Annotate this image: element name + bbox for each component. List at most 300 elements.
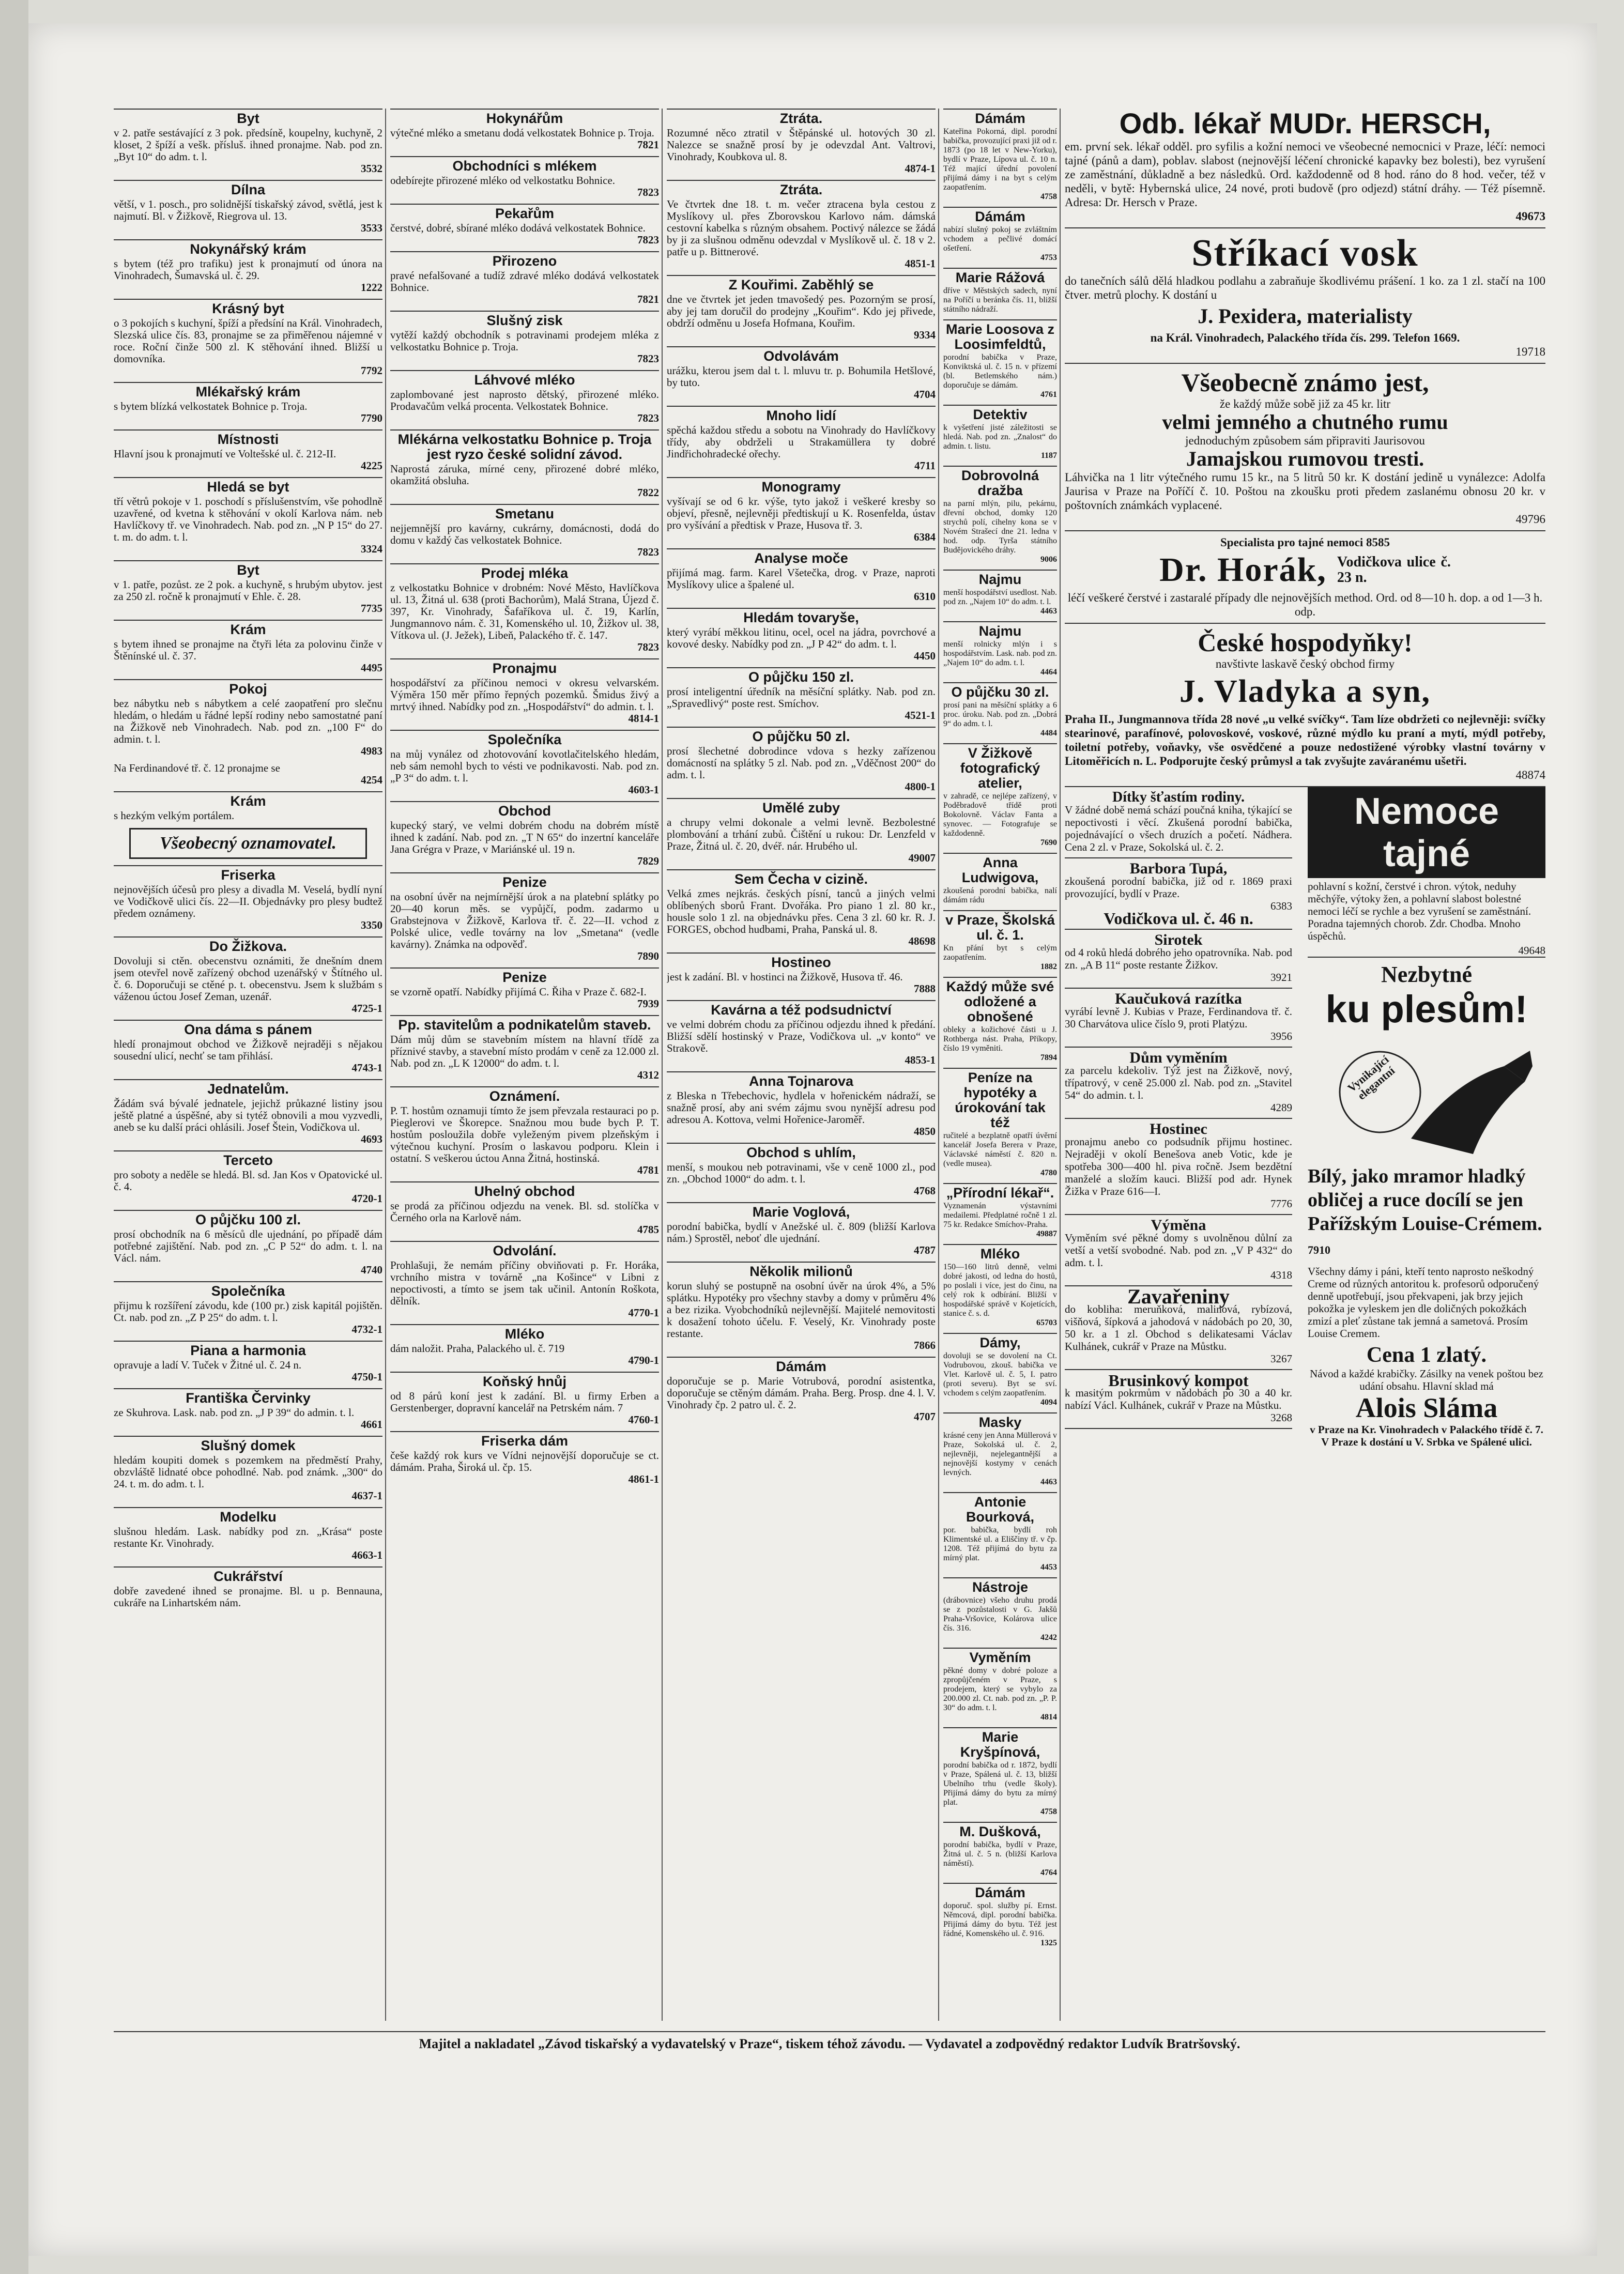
ad-body: Dám můj dům se stavebním místem na hlavní třídě za příznivé stavby, a stavební místo prodám v ceně za 12.000 zl. Nab. pod zn. „L K 12000“ do adm. t. l. [390, 1033, 659, 1069]
ad-title: Detektiv [943, 405, 1057, 422]
ad-body: vytěží každý obchodník s potravinami prodejem mléka z velkostatku Bohnice p. Troja. [390, 329, 659, 353]
ad-title: Prodej mléka [390, 563, 659, 581]
classified-ad [943, 1492, 1057, 1572]
ad-body: k masitým pokrmům v nádobách po 30 a 40 kr. nabízí Václ. Kulhánek, cukrář v Praze na Můstku. [1065, 1387, 1292, 1411]
ad-body: od 4 roků hledá dobrého jeho opatrovníka. Nab. pod zn. „A B 11“ poste restante Žižkov. [1065, 946, 1292, 971]
ad-number: 7776 [1270, 1197, 1292, 1210]
classified-ad [390, 1241, 659, 1319]
ad-body: porodní babička od r. 1872, bydlí v Praze, Spálená ul. č. 13, bližší Ubelního trhu (vedle školy). Přijímá dámy do bytu za mírný plat. [943, 1761, 1057, 1807]
ad-title: Hledá se byt [114, 477, 382, 495]
ad-title: V Žižkově fotografický atelier, [943, 743, 1057, 791]
ad-number: 48698 [908, 935, 936, 947]
ad-title: Dámy, [943, 1333, 1057, 1350]
ad-number: 7822 [637, 486, 659, 499]
ad-number: 4814-1 [628, 712, 659, 725]
classified-ad [667, 727, 936, 793]
ad-number: 4637-1 [351, 1489, 382, 1502]
ad-title: Zavařeniny [1127, 1285, 1230, 1308]
classified-ad [114, 791, 382, 822]
ad-number: 4790-1 [628, 1354, 659, 1366]
ad-body: Ve čtvrtek dne 18. t. m. večer ztracena byla cestou z Myslíkovy ul. přes Zborovskou Karlovo nám. dámská cestovní kabelka s různým obsahem. Poctivý nálezce se žádá by ji za slušnou odměnu odevzdal v Myslíkově ul. č. 18 v 2. patře u p. Bittnerové. [667, 198, 936, 258]
ad-number: 4450 [914, 650, 936, 662]
ad-number: 4094 [1040, 1398, 1057, 1407]
classified-ad [390, 1015, 659, 1081]
classified-ad [114, 1210, 382, 1276]
ad-body: že každý může sobě již za 45 kr. litr [1219, 397, 1391, 410]
ad-number: 1222 [361, 281, 382, 294]
ad-number: 4787 [914, 1244, 936, 1256]
ad-title: Terceto [114, 1150, 382, 1168]
classified-ad [943, 743, 1057, 848]
classified-ad [667, 548, 936, 603]
ad-title: Cena 1 zlatý. [1366, 1343, 1487, 1367]
ad-title: Krám [114, 791, 382, 809]
ad-number: 9334 [914, 329, 936, 341]
classified-column-1 [114, 109, 382, 2016]
classified-ad [114, 1507, 382, 1561]
ad-number: 7821 [637, 293, 659, 305]
classified-ad [390, 370, 659, 424]
ad-title: Najmu [943, 621, 1057, 639]
ad-body: léčí veškeré čerstvé i zastaralé případy dle nejnovějších method. Ord. od 8—10 h. dop. a od 1—3 h. odp. [1067, 591, 1543, 618]
ad-number: 4312 [637, 1069, 659, 1081]
ad-title: Dítky šťastím rodiny. [1112, 789, 1245, 805]
ad-body: vyrábí levně J. Kubias v Praze, Ferdinandova tř. č. 30 Charvátova ulice číslo 9, proti Platýzu. [1065, 1005, 1292, 1030]
ad-number: 1187 [1040, 451, 1057, 460]
classified-ad [390, 504, 659, 558]
ad-number: 9006 [1040, 555, 1057, 564]
ad-number: 7735 [361, 602, 382, 614]
ad-title: O půjčku 50 zl. [667, 727, 936, 744]
classified-ad [114, 382, 382, 424]
bottom-ads-area [1065, 787, 1545, 1717]
ad-title: Krásný byt [114, 299, 382, 316]
ad-title: velmi jemného a chutného rumu [1162, 410, 1448, 434]
ad-number: 4851-1 [905, 257, 936, 270]
ad-title: Pekařům [390, 204, 659, 221]
classified-ad [114, 560, 382, 614]
classified-ad [667, 1262, 936, 1351]
ad-number: 48874 [1515, 769, 1545, 781]
ad-number: 7823 [637, 234, 659, 246]
ad-body: přijmu k rozšíření závodu, kde (100 pr.) zisk kapitál pojištěn. Ct. nab. pod zn. „Z P 25“ do adm. t. l. [114, 1299, 382, 1324]
ad-body: nejjemnější pro kavárny, cukrárny, domácnosti, dodá do domu v každý čas velkostatek Bohnice. [390, 522, 659, 546]
ad-body: Rozumné něco ztratil v Štěpánské ul. hotových 30 zl. Nalezce se snažně prosí by je odevzdal Ant. Valtrovi, Vinohrady, Koubkova ul. 8. [667, 127, 936, 163]
classified-ad [390, 429, 659, 499]
ad-title: Odvolávám [667, 346, 936, 364]
ad-number: 49007 [908, 852, 936, 864]
ad-title: Františka Červinky [114, 1388, 382, 1406]
ad-title: Barbora Tupá, [1129, 860, 1228, 877]
ad-body: porodní babička, bydlí v Praze, Žitná ul. č. 5 n. (bližší Karlova náměstí). [943, 1840, 1057, 1868]
ad-body: por. babička, bydlí roh Klimentské ul. a Eliščiny tř. v čp. 1208. Též přijímá do bytu za mírný plat. [943, 1526, 1057, 1562]
ad-body: Naprostá záruka, mírné ceny, přirozené dobré mléko, okamžitá obsluha. [390, 463, 659, 487]
ad-title: Byt [114, 109, 382, 126]
classified-ad [943, 1727, 1057, 1817]
classified-ad [943, 1648, 1057, 1722]
ad-body: Hlavní jsou k pronajmutí ve Voltešské ul. č. 212-II. [114, 448, 336, 460]
ad-number: 3267 [1270, 1353, 1292, 1365]
ad-title: Byt [114, 560, 382, 578]
ad-number: 4850 [914, 1125, 936, 1138]
ad-body: do kobliha: meruňková, malinová, rybízová, višňová, šípková a jahodová v nádobách po 20, 30, 50 kr. a 1 zl. Obchod s delikatesami Václav Kulhánek, cukrář v Praze na Můstku. [1065, 1303, 1292, 1353]
ad-title: Nástroje [943, 1577, 1057, 1595]
ad-number: 3533 [361, 222, 382, 234]
ad-body: jednoduchým způsobem sám připraviti Jaurisovou [1185, 434, 1425, 447]
ad-number: 4693 [361, 1133, 382, 1145]
ad-title: Pronajmu [390, 658, 659, 676]
ad-body: češe každý rok kurs ve Vídni nejnovější doporučuje se ct. dámám. Praha, Široká ul. čp. 15. [390, 1449, 659, 1473]
classified-ad [667, 608, 936, 662]
ad-body: dám naložit. Praha, Palackého ul. č. 719 [390, 1342, 565, 1355]
ad-title: Smetanu [390, 504, 659, 521]
ad-body: v Praze na Kr. Vinohradech v Palackého třídě č. 7. V Praze k dostání u V. Srbka ve Spálené ulici. [1310, 1423, 1543, 1448]
ad-body: V žádné době nemá schází poučná kniha, týkající se nepoctivosti i věcí. Zkušená porodní babička, pojednávající o všech druzích a početí. Nádhera. Cena 2 zl. v Praze, Sokolská ul. č. 2. [1065, 804, 1292, 853]
ad-title: Sem Čecha v cizině. [667, 869, 936, 887]
ad-number: 7866 [914, 1339, 936, 1351]
ad-wax [1065, 228, 1545, 364]
ad-title: Monogramy [667, 477, 936, 495]
ad-body: Vyznamenán výstavními medailemi. Předplatné ročně 1 zl. 75 kr. Redakce Smíchov-Praha. [943, 1202, 1057, 1229]
hand-illustration [1308, 1035, 1545, 1164]
ad-number: 7823 [637, 641, 659, 653]
ad-number: 49673 [1515, 210, 1545, 223]
ad-body: v 1. patře, pozůst. ze 2 pok. a kuchyně, s hrubým ubytov. jest za 250 zl. ročně k pronajmutí v Ehle. č. 28. [114, 578, 382, 603]
ad-body: Láhvička na 1 litr výtečného rumu 15 kr., na 5 litrů 50 kr. K dostání jedině u vynálezce: Adolfa Jaurisa v Praze na Poříčí č. 10. Poštou na zkoušku proti předem zaslanému obnosu 20 kr. v poštovních známkách vyplacené. [1065, 471, 1545, 512]
ad-number: 4800-1 [905, 780, 936, 793]
ad-number: 1882 [1040, 962, 1057, 971]
ad-body: menší, s moukou neb potravinami, vše v ceně 1000 zl., pod zn. „Obchod 1000“ do adm. t. l. [667, 1161, 936, 1185]
ad-body: Kn přání byt s celým zaopatřením. [943, 944, 1057, 962]
ad-body: navštivte laskavě český obchod firmy [1215, 657, 1395, 670]
ad-number: 7829 [637, 855, 659, 867]
ad-body: na můj vynález od zhotovování kovotlačitelského hledám, neb sám nemohl bych to vésti ve podnikavosti. Nab. pod zn. „P 3“ do adm. t. l. [390, 748, 659, 784]
ad-number: 4707 [914, 1410, 936, 1423]
classified-ad [943, 319, 1057, 400]
classified-ad [943, 1183, 1057, 1239]
ad-subtitle: Specialista pro tajné nemoci [1220, 536, 1363, 549]
ad-number: 4753 [1040, 253, 1057, 262]
ad-title: Láhvové mléko [390, 370, 659, 388]
ad-number: 4761 [1040, 390, 1057, 399]
ad-number: 4781 [637, 1164, 659, 1176]
ad-body: jest k zadání. Bl. v hostinci na Žižkově, Husova tř. 46. [667, 971, 903, 983]
ad-number: 4725-1 [351, 1002, 382, 1015]
classified-ad [114, 1150, 382, 1205]
ad-number: 4983 [361, 745, 382, 757]
ad-title: Dámám [943, 109, 1057, 126]
classified-ad [390, 872, 659, 962]
ad-title: Sirotek [1154, 931, 1203, 948]
ad-number: 4225 [361, 459, 382, 472]
classified-ad [114, 1341, 382, 1383]
ad-body: a chrupy velmi dokonale a velmi levně. Bezbolestné plombování a trhání zubů. Čištění u rukou: Dr. Lenzfeld v Praze, Žitná ul. č. 20, dvéř. nár. Hrubého ul. [667, 816, 936, 852]
ad-body: který vyrábí měkkou litinu, ocel, ocel na jádra, povrchové a kovové desky. Nabídky pod zn. „J P 42“ do adm. t. l. [667, 626, 936, 650]
ad-body: z Bleska n Třebechovic, hydlela v hořenickém nádraží, se snažně prosí, aby ani svém zájmu svou nynější adresu pod adresou A. Kottova, velmi Hořenice-Jaroměř. [667, 1089, 936, 1126]
classified-ad [390, 801, 659, 867]
ad-number: 4521-1 [905, 709, 936, 721]
classified-ad [114, 1020, 382, 1074]
ad-title: Dámám [667, 1357, 936, 1374]
ad-number: 49648 [1308, 944, 1545, 958]
classified-ad [390, 658, 659, 725]
classified-ad [943, 570, 1057, 616]
scan-edge [0, 0, 28, 2274]
ad-title: J. Vladyka a syn, [1179, 674, 1431, 709]
classified-ad [114, 1388, 382, 1431]
ad-title: Brusinkový kompot [1108, 1371, 1249, 1390]
classified-ad [390, 730, 659, 796]
ad-body: na osobní úvěr na nejmírnější úrok a na platební splátky po 20—40 korun měs. se vypůjčí, podm. zadarmo u Grabstejnova v Žižkově, Karlova tř. č. 22—II. vchod z Polské ulice, vedle továrny na lov „Smetana“ (vedle kavárny). Známka na odpověď. [390, 890, 659, 950]
classified-ad [667, 346, 936, 401]
ad-title: Marie Kryšpínová, [943, 1727, 1057, 1760]
ad-body: v 2. patře sestávající z 3 pok. předsíně, koupelny, kuchyně, 2 kloset, 2 špíží a vešk. přísluš. ihned pronajme. Nab. pod zn. „Byt 10“ do adm. t. l. [114, 127, 382, 163]
classified-ad [390, 311, 659, 365]
ad-title: Mléko [943, 1244, 1057, 1262]
ad-body: za parcelu kdekoliv. Týž jest na Žižkově, nový, třípatrový, v ceně 25.000 zl. Nab. pod zn. „Stavitel 54“ do admin. t. l. [1065, 1064, 1292, 1101]
ad-title: Mlékařský krám [114, 382, 382, 400]
classified-column-4 [943, 109, 1057, 2016]
classified-ad [114, 109, 382, 175]
ad-body: (drábovnice) všeho druhu prodá se z pozůstalosti v G. Jakšů Praha-Vršovice, Kolárova ulice čís. 316. [943, 1596, 1057, 1633]
ad-body: doporuč. spol. služby pí. Ernst. Němcová, dipl. porodní babička. Přijímá dámy do bytu. Též jest řádné, Komenského ul. č. 916. [943, 1901, 1057, 1938]
column-rule [385, 109, 386, 2021]
ad-body: s hezkým velkým portálem. [114, 809, 235, 822]
ad-title: „Přírodní lékař“. [943, 1183, 1057, 1201]
ad-body: slušnou hledám. Lask. nabídky pod zn. „Krása“ poste restante Kr. Vinohrady. [114, 1525, 382, 1549]
ad-number: 4318 [1270, 1269, 1292, 1281]
ad-title: Jednatelům. [114, 1079, 382, 1097]
ad-number: 3921 [1270, 971, 1292, 984]
ad-body: na parní mlýn, pilu, pekárnu, dřevní obchod, domky 120 strychů polí, cihelny kona se v Novém Strašecí dne 21. ledna v hod. odp. Tyrša státního Budějovického dráhy. [943, 499, 1057, 555]
ad-number: 49796 [1515, 513, 1545, 526]
ad-title: Místnosti [114, 429, 382, 447]
ad-body: odebírejte přirozené mléko od velkostatku Bohnice. [390, 174, 616, 187]
ad-number: 4464 [1040, 668, 1057, 677]
ad-body: doporučuje se p. Marie Votrubová, porodní asistentka, doporučuje se ctěným dámám. Praha. Berg. Prosp. dne 4. l. V. Vinohrady čp. 2 patro ul. č. 2. [667, 1375, 936, 1411]
classified-ad [943, 207, 1057, 263]
stamp-text: Vynikající elegantní [1345, 1053, 1398, 1102]
ad-number: 4663-1 [351, 1549, 382, 1561]
classified-ad [114, 429, 382, 472]
ad-number: 7821 [637, 139, 659, 151]
left-subcolumn [1065, 787, 1292, 1429]
ad-body: prosí obchodník na 6 měsíců dle ujednání, po případě dám potřebné zajištění. Nab. pod zn. „C P 52“ do adm. t. l. na Václ. nám. [114, 1228, 382, 1264]
ad-body: Praha II., Jungmannova třída 28 nové „u velké svíčky“. Tam líze obdržeti co nejlevněji: svíčky stearinové, parafínové, polovoskové, voskové, různé mýdlo ku praní a mytí, mýdl potřeby, toiletní potřeby, voňavky, vše osvědčené a pouze nedostižené výrobky vlastní továrny v Litoměřicích n. L. Podporujte český průmysl a tak zvyšujte zaváranému ušetři. [1065, 713, 1545, 767]
ad-number: 4463 [1040, 607, 1057, 616]
classified-ad [114, 865, 382, 931]
ad-body: z velkostatku Bohnice v drobném: Nové Město, Havlíčkova ul. 13, Žitná ul. 638 (proti Bachorům), Malá Strana, Újezd č. 397, Kr. Vinohrady, Šafaříkova ul. č. 19, Karlín, Jungmannovo nám. č. 31, Komenského ul. 10, Žižkov ul. 38, Vítkova ul. (J. Ježek), Libeň, Palackého tř. č. 147. [390, 581, 659, 641]
classified-ad [667, 180, 936, 270]
ad-number: 7939 [637, 997, 659, 1010]
ad-body: Prohlašuji, že nemám příčiny obviňovati p. Fr. Horáka, vrchního mistra v továrně „na Košince“ v Libni z nepoctivosti, a tímto se jsem tak učinil. Antonín Roškota, dělník. [390, 1259, 659, 1307]
ad-address: Vodičkova ulice č. 23 n. [1337, 554, 1451, 586]
ad-body: hledám koupiti domek s pozemkem na předměstí Prahy, obzvláště lidnaté obce pohodlné. Nab. pod známk. „300“ do 24. t. m. do adm. t. l. [114, 1454, 382, 1490]
ad-title: Obchodníci s mlékem [390, 156, 659, 174]
ad-body: Kateřina Pokorná, dipl. porodní babička, provozující praxi již od r. 1873 (po 18 let v New-Yorku), bydlí v Praze, Lípova ul. č. 10 n. Též mající úřední povolení přijímá dámy i na byt s celým zaopatřením. [943, 127, 1057, 192]
ad-number: 4758 [1040, 192, 1057, 201]
classified-ad [667, 1357, 936, 1423]
ad-body: s bytem blízká velkostatek Bohnice p. Troja. [114, 400, 308, 412]
ad-body: pohlavní s kožní, čerstvé i chron. výtok, neduhy měchýře, výtoky žen, a pohlavní slabost bolestné nemoci léčí se rychle a bez vyrušení se zaměstnání. Poradna tajemných chorob. Zdr. Chodba. Mnoho úspěchů. [1308, 880, 1531, 942]
ad-title: Dobrovolná dražba [943, 466, 1057, 498]
ad-title: Společníka [390, 730, 659, 747]
ad-title: Modelku [114, 1507, 382, 1525]
column-rule [1060, 109, 1061, 2021]
ad-body: Velká zmes nejkrás. českých písní, tanců a jiných velmi oblíbených sborů Frant. Dvořáka. Pro piano 1 zl. 80 kr., housle solo 1 zl. na objednávku přes. Cena 3 zl. 60 kr. R. J. FORGES, obchod hudbami, Praha, Panská ul. 8. [667, 887, 936, 935]
ad-title: Dámám [943, 1883, 1057, 1900]
ad-title: Ona dáma s pánem [114, 1020, 382, 1037]
ad-title: Slušný zisk [390, 311, 659, 328]
ad-hersch [1065, 103, 1545, 228]
classified-ad [943, 977, 1057, 1063]
ad-title: Friserka [114, 865, 382, 883]
ad-title: Koňský hnůj [390, 1372, 659, 1389]
ad-number: 4661 [361, 1418, 382, 1431]
ad-title: Nezbytné [1381, 962, 1472, 987]
ad-body: o 3 pokojích s kuchyní, špíží a předsíní na Král. Vinohradech, Slezská ulice čís. 83, pronajme se za přiměřenou nájemné v roce. Roční činže 500 zl. K stěhování ihned. Bližší u domovníka. [114, 317, 382, 365]
ad-body: k vyšetření jisté záležitosti se hledá. Nab. pod zn. „Znalost“ do admin. t. listu. [943, 423, 1057, 451]
ad-number: 7823 [637, 412, 659, 424]
ad-number: 4453 [1040, 1563, 1057, 1572]
classified-ad [943, 268, 1057, 314]
ad-title: Pp. stavitelům a podnikatelům staveb. [390, 1015, 659, 1033]
ad-number: 3532 [361, 162, 382, 175]
ad-title: Vyměním [943, 1648, 1057, 1665]
ad-vladyka [1065, 624, 1545, 787]
ad-title: Najmu [943, 570, 1057, 587]
ad-title: Penize [390, 967, 659, 985]
ad-title: ku plesům! [1325, 988, 1528, 1031]
ad-body: korun sluhý se postupně na osobní úvěr na úrok 4%, a 5% splátku. Hypotéky pro všechny stavby a domy v průměru 4% a bez rizika. Vyobchodníků nejlevnější. Majitelé nemovitosti k dosažení tohoto účelu. F. Veselý, Kr. Vinohrady poste restante. [667, 1280, 936, 1340]
ad-title: Jamajskou rumovou tresti. [1186, 447, 1424, 470]
ad-number: 7888 [914, 982, 936, 995]
ad-title: Všeobecně známo jest, [1181, 368, 1429, 397]
ad-title: Hledám tovaryše, [667, 608, 936, 625]
ad-title: Marie Rážová [943, 268, 1057, 285]
ad-number: 4853-1 [905, 1054, 936, 1066]
ad-number: 6384 [914, 531, 936, 543]
general-advertiser-box: Všeobecný oznamovatel. [129, 828, 367, 859]
ad-body: od 8 párů koní jest k zadání. Bl. u firmy Erben a Gerstenberger, dopravní kancelář na Petrském nám. 7 [390, 1390, 659, 1414]
ad-title: M. Dušková, [943, 1822, 1057, 1839]
ad-title: Dámám [943, 207, 1057, 224]
ad-title: Stříkací vosk [1191, 232, 1419, 274]
ad-body: spěchá každou středu a sobotu na Vinohrady do Havlíčkovy třídy, aby obdrželi u Strakamüllera ty dobré Jindřichohradecké ořechy. [667, 424, 936, 460]
ad-number: 4484 [1040, 729, 1057, 737]
ad-number: 7823 [637, 546, 659, 558]
ad-body: na Král. Vinohradech, Palackého třída čís. 299. Telefon 1669. [1150, 331, 1460, 344]
classified-ad [943, 405, 1057, 460]
ad-number: 4750-1 [351, 1371, 382, 1383]
classified-ad [667, 1143, 936, 1197]
ad-body: zkoušená porodní babička, již od r. 1869 praxi provozující, bydlí v Praze. [1065, 875, 1292, 900]
ad-number: 4760-1 [628, 1413, 659, 1426]
ad-body: ze Skuhrova. Lask. nab. pod zn. „J P 39“ do admin. t. l. [114, 1406, 355, 1419]
ad-title: Nemoce tajné [1308, 787, 1545, 878]
ad-title: Odvolání. [390, 1241, 659, 1258]
classified-ad [390, 1181, 659, 1236]
ad-body: 150—160 litrů denně, velmi dobré jakosti, od ledna do hostů, po poslali i více, jest do činu, na celý rok k odbírání. Bližší v hospodářské správě v Kojetících, stanice č. s. d. [943, 1263, 1057, 1318]
ad-number: 4732-1 [351, 1323, 382, 1335]
classified-ad [390, 563, 659, 653]
ad-title: Slušný domek [114, 1436, 382, 1453]
ad-body: ručitelé a bezplatně opatří úvěrní kancelář Josefa Berera v Praze, Václavské náměstí č. 820 n. (vedle musea). [943, 1131, 1057, 1168]
ad-title: Mnoho lidí [667, 406, 936, 423]
classified-ad [667, 109, 936, 175]
ad-number: 6310 [914, 590, 936, 603]
column-rule [662, 109, 663, 2021]
ad-number: 4770-1 [628, 1307, 659, 1319]
ad-body: P. T. hostům oznamuji tímto že jsem převzala restauraci po p. Pieglerovi ve Škorepce. Snažnou mou bude bych P. T. hostům posloužila dobře vyleženým pivem plzeňským i výtečnou kuchyní. Prosím o laskavou podporu. Klein i ostatní. S veškerou úctou Anna Žitná, hostinská. [390, 1104, 659, 1164]
ad-body: výtečné mléko a smetanu dodá velkostatek Bohnice p. Troja. [390, 127, 654, 139]
ad-body: menší hospodářství usedlost. Nab. pod zn. „Najem 10“ do adm. t. l. [943, 588, 1057, 606]
ad-title: O půjčku 150 zl. [667, 667, 936, 685]
ad-number: 65703 [1036, 1318, 1057, 1327]
ad-body: s bytem (též pro trafiku) jest k pronajmutí od února na Vinohradech, Šumavská ul. č. 29. [114, 257, 382, 282]
ad-title: Ztráta. [667, 180, 936, 197]
classified-ad [667, 406, 936, 472]
classified-ad [943, 1412, 1057, 1487]
ad-body: prosí pani na měsíční splátky a 6 proc. úroku. Nab. pod zn. „Dobrá 9“ do adm. t. l. [943, 701, 1057, 728]
ad-body: krásné ceny jen Anna Müllerová v Praze, Sokolská ul. č. 2, nejlevněji, nejelegantnější a nejnovější kostymy v cenách levných. [943, 1431, 1057, 1477]
ad-body: menší rolnicky mlýn i s hospodářstvím. Lask. nab. pod zn. „Najem 10“ do adm. t. l. [943, 640, 1057, 667]
ad-body: zaplombované jest naprosto dětský, přirozené mléko. Prodavačům velká procenta. Velkostatek Bohnice. [390, 388, 659, 412]
ad-title: Anna Tojnarova [667, 1071, 936, 1089]
ad-body: em. první sek. lékař odděl. pro syfilis a kožní nemoci ve všeobecné nemocnici v Praze, léčí: nemoci tajné (pánů a dam), poblav. slabost (nejnovější léčení chronické kapavky bez bolesti), bez vyrušení ze zaměstnání, důkladně a bez následků. Ord. každodenně od 8 hod. ráno do 8 hod. večer, též v neděli, v bytě: Hybernská ulice, 24 nové, proti budově (pro odjezd) státní dráhy. — Též písemně. Adresa: Dr. Hersch v Praze. [1065, 140, 1545, 209]
ad-title: Hokynářům [390, 109, 659, 126]
ad-body: nejnovějších účesů pro plesy a divadla M. Veselá, bydlí nyní ve Vodičkově ulici čís. 22—II. Objednávky pro plesy budtež předem oznámeny. [114, 883, 382, 919]
ad-title: Výměna [1151, 1217, 1206, 1234]
ad-number: 4242 [1040, 1633, 1057, 1642]
ad-body: Všechny dámy i páni, kteří tento naprosto neškodný Creme od různých antoritou k. profesorů odporučený denně upotřebují, jsou překvapeni, jak brzy jejich pokožka je vyleskem jen dle doličných pokožkách zmizí a pleť zůstane tak jemná a sametová. Prosím Louise Cremem. [1308, 1265, 1539, 1340]
ad-body: s bytem ihned se pronajme na čtyři léta za polovinu činže v Štěnínské ul. č. 37. [114, 638, 382, 662]
ad-title: Do Žižkova. [114, 936, 382, 954]
classified-ad [114, 936, 382, 1015]
ad-title: Několik milionů [667, 1262, 936, 1279]
classified-ad [114, 299, 382, 377]
classified-ad [943, 853, 1057, 905]
classified-ad [114, 1566, 382, 1609]
ad-number: 7823 [637, 186, 659, 198]
ad-title: Peníze na hypotéky a úrokování tak též [943, 1068, 1057, 1130]
classified-column-2 [390, 109, 659, 2016]
ad-body: dobře zavedené ihned se pronajme. Bl. u p. Bennauna, cukráře na Linhartském nám. [114, 1585, 382, 1609]
ad-horak [1065, 531, 1545, 624]
ad-title: Z Kouřimi. Zaběhlý se [667, 275, 936, 293]
ad-body: větší, v 1. posch., pro solidnější tiskařský závod, světlá, jest k najmutí. Bl. v Žižkově, Riegrova ul. 13. [114, 198, 382, 222]
classified-ad [667, 798, 936, 864]
display-ads-column [1065, 103, 1545, 1717]
ad-body: se vzorně opatří. Nabídky přijímá C. Řiha v Praze č. 682-I. [390, 986, 647, 998]
ad-title: Uhelný obchod [390, 1181, 659, 1199]
ad-number: 49887 [1036, 1230, 1057, 1238]
ad-number: 3956 [1270, 1030, 1292, 1042]
ad-number: 8585 [1366, 536, 1390, 549]
ad-title: Společníka [114, 1281, 382, 1299]
ad-title: Friserka dám [390, 1431, 659, 1449]
ad-number: 4603-1 [628, 783, 659, 796]
ad-number: 4780 [1040, 1169, 1057, 1177]
classified-ad [667, 1071, 936, 1138]
classified-ad [667, 1000, 936, 1066]
classified-ad [390, 109, 659, 151]
ad-body: pěkné domy v dobré poloze a zpropůjčeném v Praze, s prodejem, který se vybylo za 200.000 zl. Ct. nab. pod zn. „P. P. 30“ do adm. t. l. [943, 1666, 1057, 1712]
ad-title: Anna Ludwigova, [943, 853, 1057, 885]
classified-ad [943, 1333, 1057, 1407]
classified-ad [943, 621, 1057, 677]
ad-title [1308, 1164, 1545, 1262]
